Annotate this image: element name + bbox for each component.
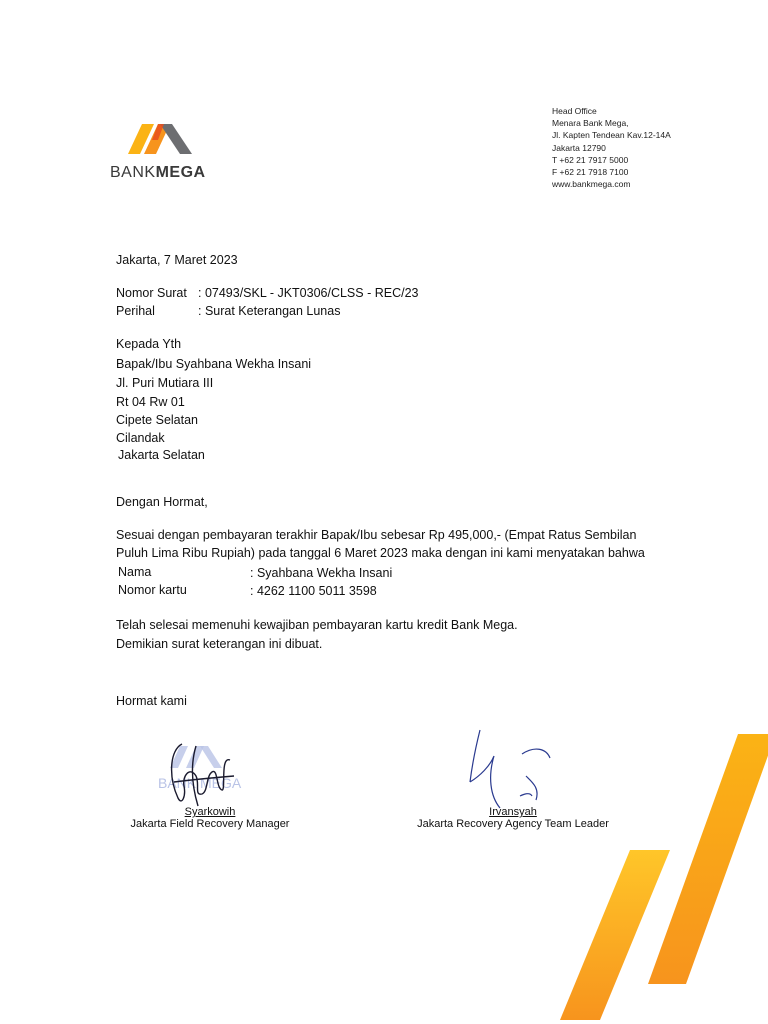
head-office-line: F +62 21 7918 7100 bbox=[552, 167, 629, 178]
recipient-address-line: Cilandak bbox=[116, 431, 165, 445]
recipient-line bbox=[116, 357, 311, 371]
recipient-name: Syahbana Wekha Insani bbox=[175, 357, 312, 371]
perihal-value: : Surat Keterangan Lunas bbox=[198, 304, 341, 318]
kartu-label: Nomor kartu bbox=[118, 583, 187, 597]
recipient-address-line: Jakarta Selatan bbox=[118, 448, 205, 462]
kepada-label: Kepada Yth bbox=[116, 337, 182, 351]
sign-off: Hormat kami bbox=[116, 694, 187, 708]
body-line: Puluh Lima Ribu Rupiah) pada tanggal 6 Maret 2023 maka dengan ini kami menyatakan bahwa bbox=[116, 546, 645, 560]
closing-line: Telah selesai memenuhi kewajiban pembayaran kartu kredit Bank Mega. bbox=[116, 618, 518, 632]
stripe-lower bbox=[560, 850, 670, 1020]
signatory-name: Irvansyah bbox=[489, 806, 537, 818]
signatory-title: Jakarta Recovery Agency Team Leader bbox=[417, 818, 609, 830]
signatory-name: Syarkowih bbox=[184, 806, 236, 818]
head-office-line: T +62 21 7917 5000 bbox=[552, 154, 629, 165]
head-office-link[interactable]: www.bankmega.com bbox=[552, 179, 631, 190]
nomor-label: Nomor Surat bbox=[116, 286, 187, 300]
signature-irvansyah bbox=[460, 726, 570, 812]
head-office-line: Jl. Kapten Tendean Kav.12-14A bbox=[552, 130, 671, 141]
signatory-1 bbox=[120, 806, 300, 830]
recipient-salutation: Bapak/Ibu bbox=[116, 357, 173, 371]
recipient-address-line: Cipete Selatan bbox=[116, 413, 199, 427]
logo-wordmark: BANKMEGA bbox=[110, 164, 206, 181]
place-date: Jakarta, 7 Maret 2023 bbox=[116, 253, 238, 267]
head-office-line: Jakarta 12790 bbox=[552, 142, 606, 153]
nomor-value: : 07493/SKL - JKT0306/CLSS - REC/23 bbox=[198, 286, 419, 300]
signatory-title: Jakarta Field Recovery Manager bbox=[130, 818, 290, 830]
nama-value: : Syahbana Wekha Insani bbox=[250, 566, 393, 580]
decorative-stripes bbox=[560, 720, 768, 1020]
body-line: Sesuai dengan pembayaran terakhir Bapak/Ibu sebesar Rp 495,000,- (Empat Ratus Sembilan bbox=[116, 528, 637, 542]
head-office-line: Menara Bank Mega, bbox=[552, 118, 629, 129]
perihal-label: Perihal bbox=[116, 304, 155, 318]
stamp-text: BANK MEGA bbox=[158, 775, 242, 791]
nama-label: Nama bbox=[118, 565, 152, 579]
recipient-address-line: Jl. Puri Mutiara III bbox=[116, 376, 214, 390]
kartu-value: : 4262 1100 5011 3598 bbox=[250, 584, 377, 598]
head-office-title: Head Office bbox=[552, 106, 597, 116]
head-office-block bbox=[552, 105, 671, 190]
signature-syarkowih bbox=[160, 736, 240, 812]
recipient-address-line: Rt 04 Rw 01 bbox=[116, 395, 185, 409]
closing-line: Demikian surat keterangan ini dibuat. bbox=[116, 637, 323, 651]
greeting: Dengan Hormat, bbox=[116, 495, 208, 509]
